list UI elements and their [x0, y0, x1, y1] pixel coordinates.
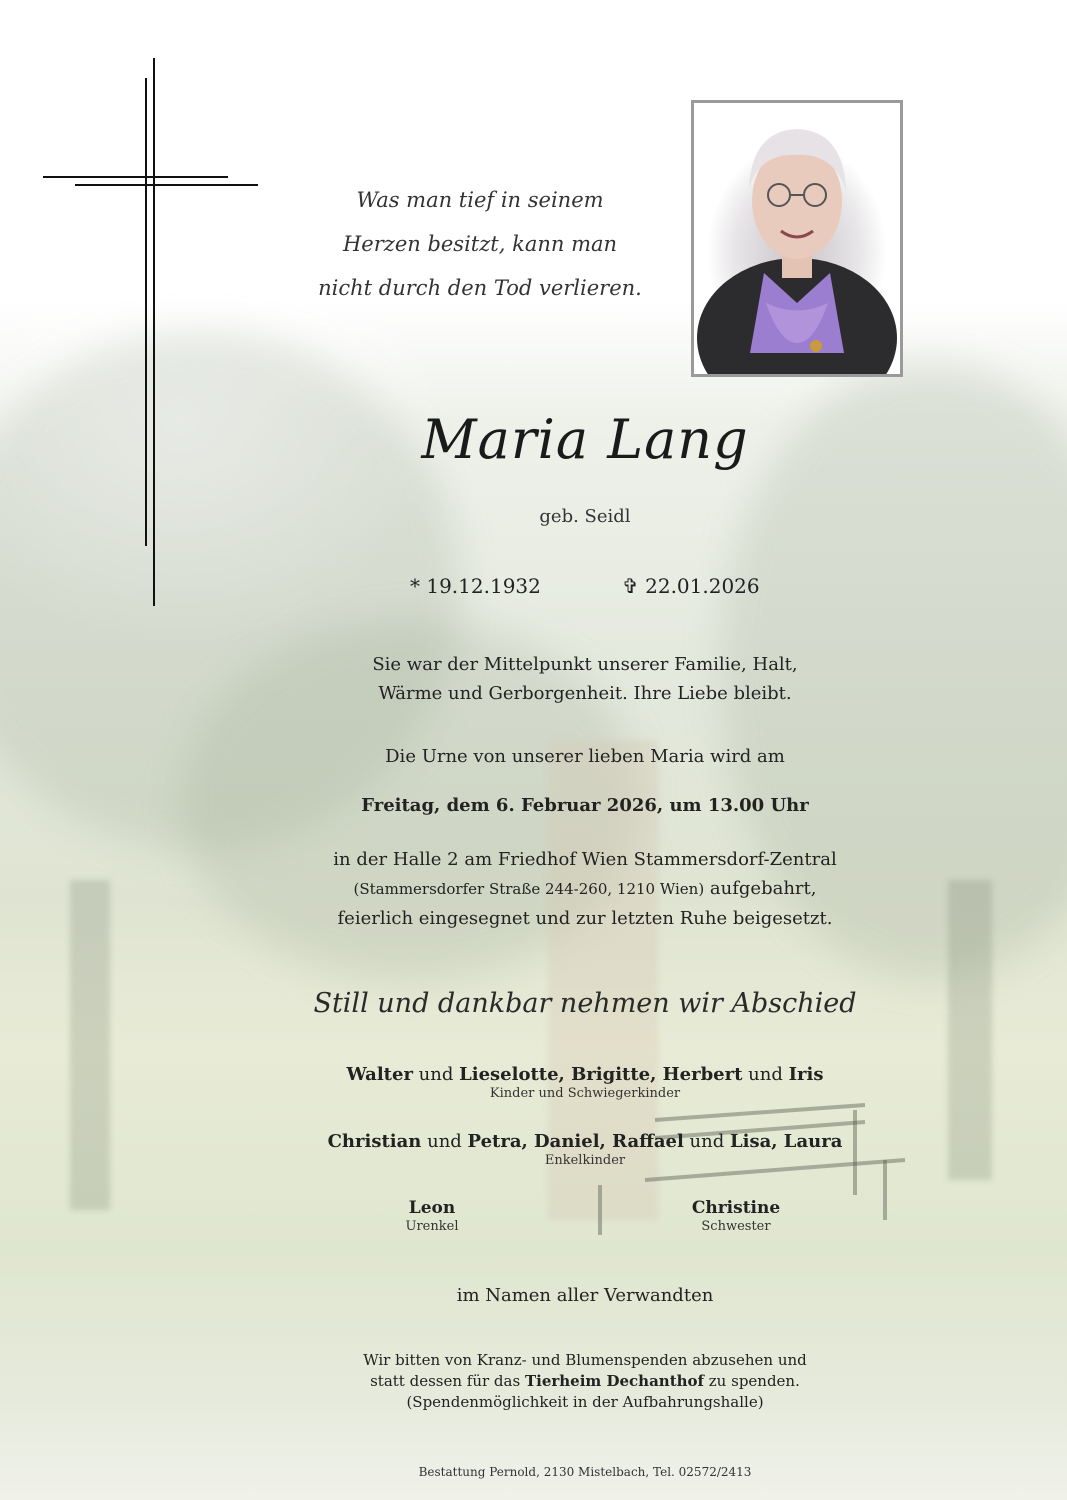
charity-name: Tierheim Dechanthof	[524, 1372, 705, 1390]
address: (Stammersdorfer Straße 244-260, 1210 Wien)	[353, 880, 705, 898]
memorial-quote	[300, 178, 660, 310]
maiden-name: geb. Seidl	[539, 506, 631, 527]
urn-intro: Die Urne von unserer lieben Maria wird am	[385, 746, 785, 767]
tree-trunk-right	[948, 880, 992, 1180]
closing-line: feierlich eingesegnet und zur letzten Ruhe beigesetzt.	[337, 908, 833, 929]
mourner-name: Leon	[408, 1198, 456, 1218]
mourner-role: Schwester	[701, 1219, 771, 1234]
donation-line: (Spendenmöglichkeit in der Aufbahrungshalle)	[406, 1393, 764, 1411]
relatives-line: im Namen aller Verwandten	[456, 1285, 714, 1306]
address-suffix: aufgebahrt,	[704, 878, 817, 899]
mourner-great-grandchild	[372, 1198, 492, 1234]
quote-line: Herzen besitzt, kann man	[342, 232, 618, 256]
mourner-role: Enkelkinder	[544, 1153, 626, 1168]
portrait-figure-icon	[694, 103, 900, 374]
tree-trunk-left	[70, 880, 110, 1210]
birth-date: * 19.12.1932	[410, 574, 541, 598]
tribute-text	[270, 650, 900, 708]
donation-request	[270, 1350, 900, 1413]
funeral-home-footer: Bestattung Pernold, 2130 Mistelbach, Tel. 02572/2413	[418, 1465, 752, 1479]
mourner-group-grandchildren	[270, 1131, 900, 1168]
quote-line: Was man tief in seinem	[356, 188, 604, 212]
quote-line: nicht durch den Tod verlieren.	[318, 276, 642, 300]
mourner-role: Urenkel	[405, 1219, 459, 1234]
mourner-names: Walter und Lieselotte, Brigitte, Herbert und Iris	[346, 1064, 824, 1085]
mourner-role: Kinder und Schwiegerkinder	[489, 1086, 681, 1101]
mourner-sister	[676, 1198, 796, 1234]
donation-line: Wir bitten von Kranz- und Blumenspenden abzusehen und	[363, 1351, 807, 1369]
mourner-group-children	[270, 1064, 900, 1101]
donation-line: statt dessen für das Tierheim Dechanthof zu spenden.	[370, 1372, 800, 1390]
farewell-heading: Still und dankbar nehmen wir Abschied	[313, 988, 857, 1019]
tribute-line: Sie war der Mittelpunkt unserer Familie, Halt,	[372, 654, 798, 675]
location-line: in der Halle 2 am Friedhof Wien Stammersdorf-Zentral	[333, 849, 837, 870]
mourner-name: Christine	[691, 1198, 781, 1218]
ceremony-location	[270, 845, 900, 933]
address-line	[270, 874, 900, 904]
mourner-names: Christian und Petra, Daniel, Raffael und Lisa, Laura	[327, 1131, 843, 1152]
death-date: ✞ 22.01.2026	[622, 574, 760, 598]
deceased-name: Maria Lang	[421, 408, 749, 471]
tribute-line: Wärme und Gerborgenheit. Ihre Liebe bleibt.	[378, 683, 792, 704]
portrait-photo	[691, 100, 903, 377]
ceremony-date: Freitag, dem 6. Februar 2026, um 13.00 Uhr	[361, 795, 809, 816]
